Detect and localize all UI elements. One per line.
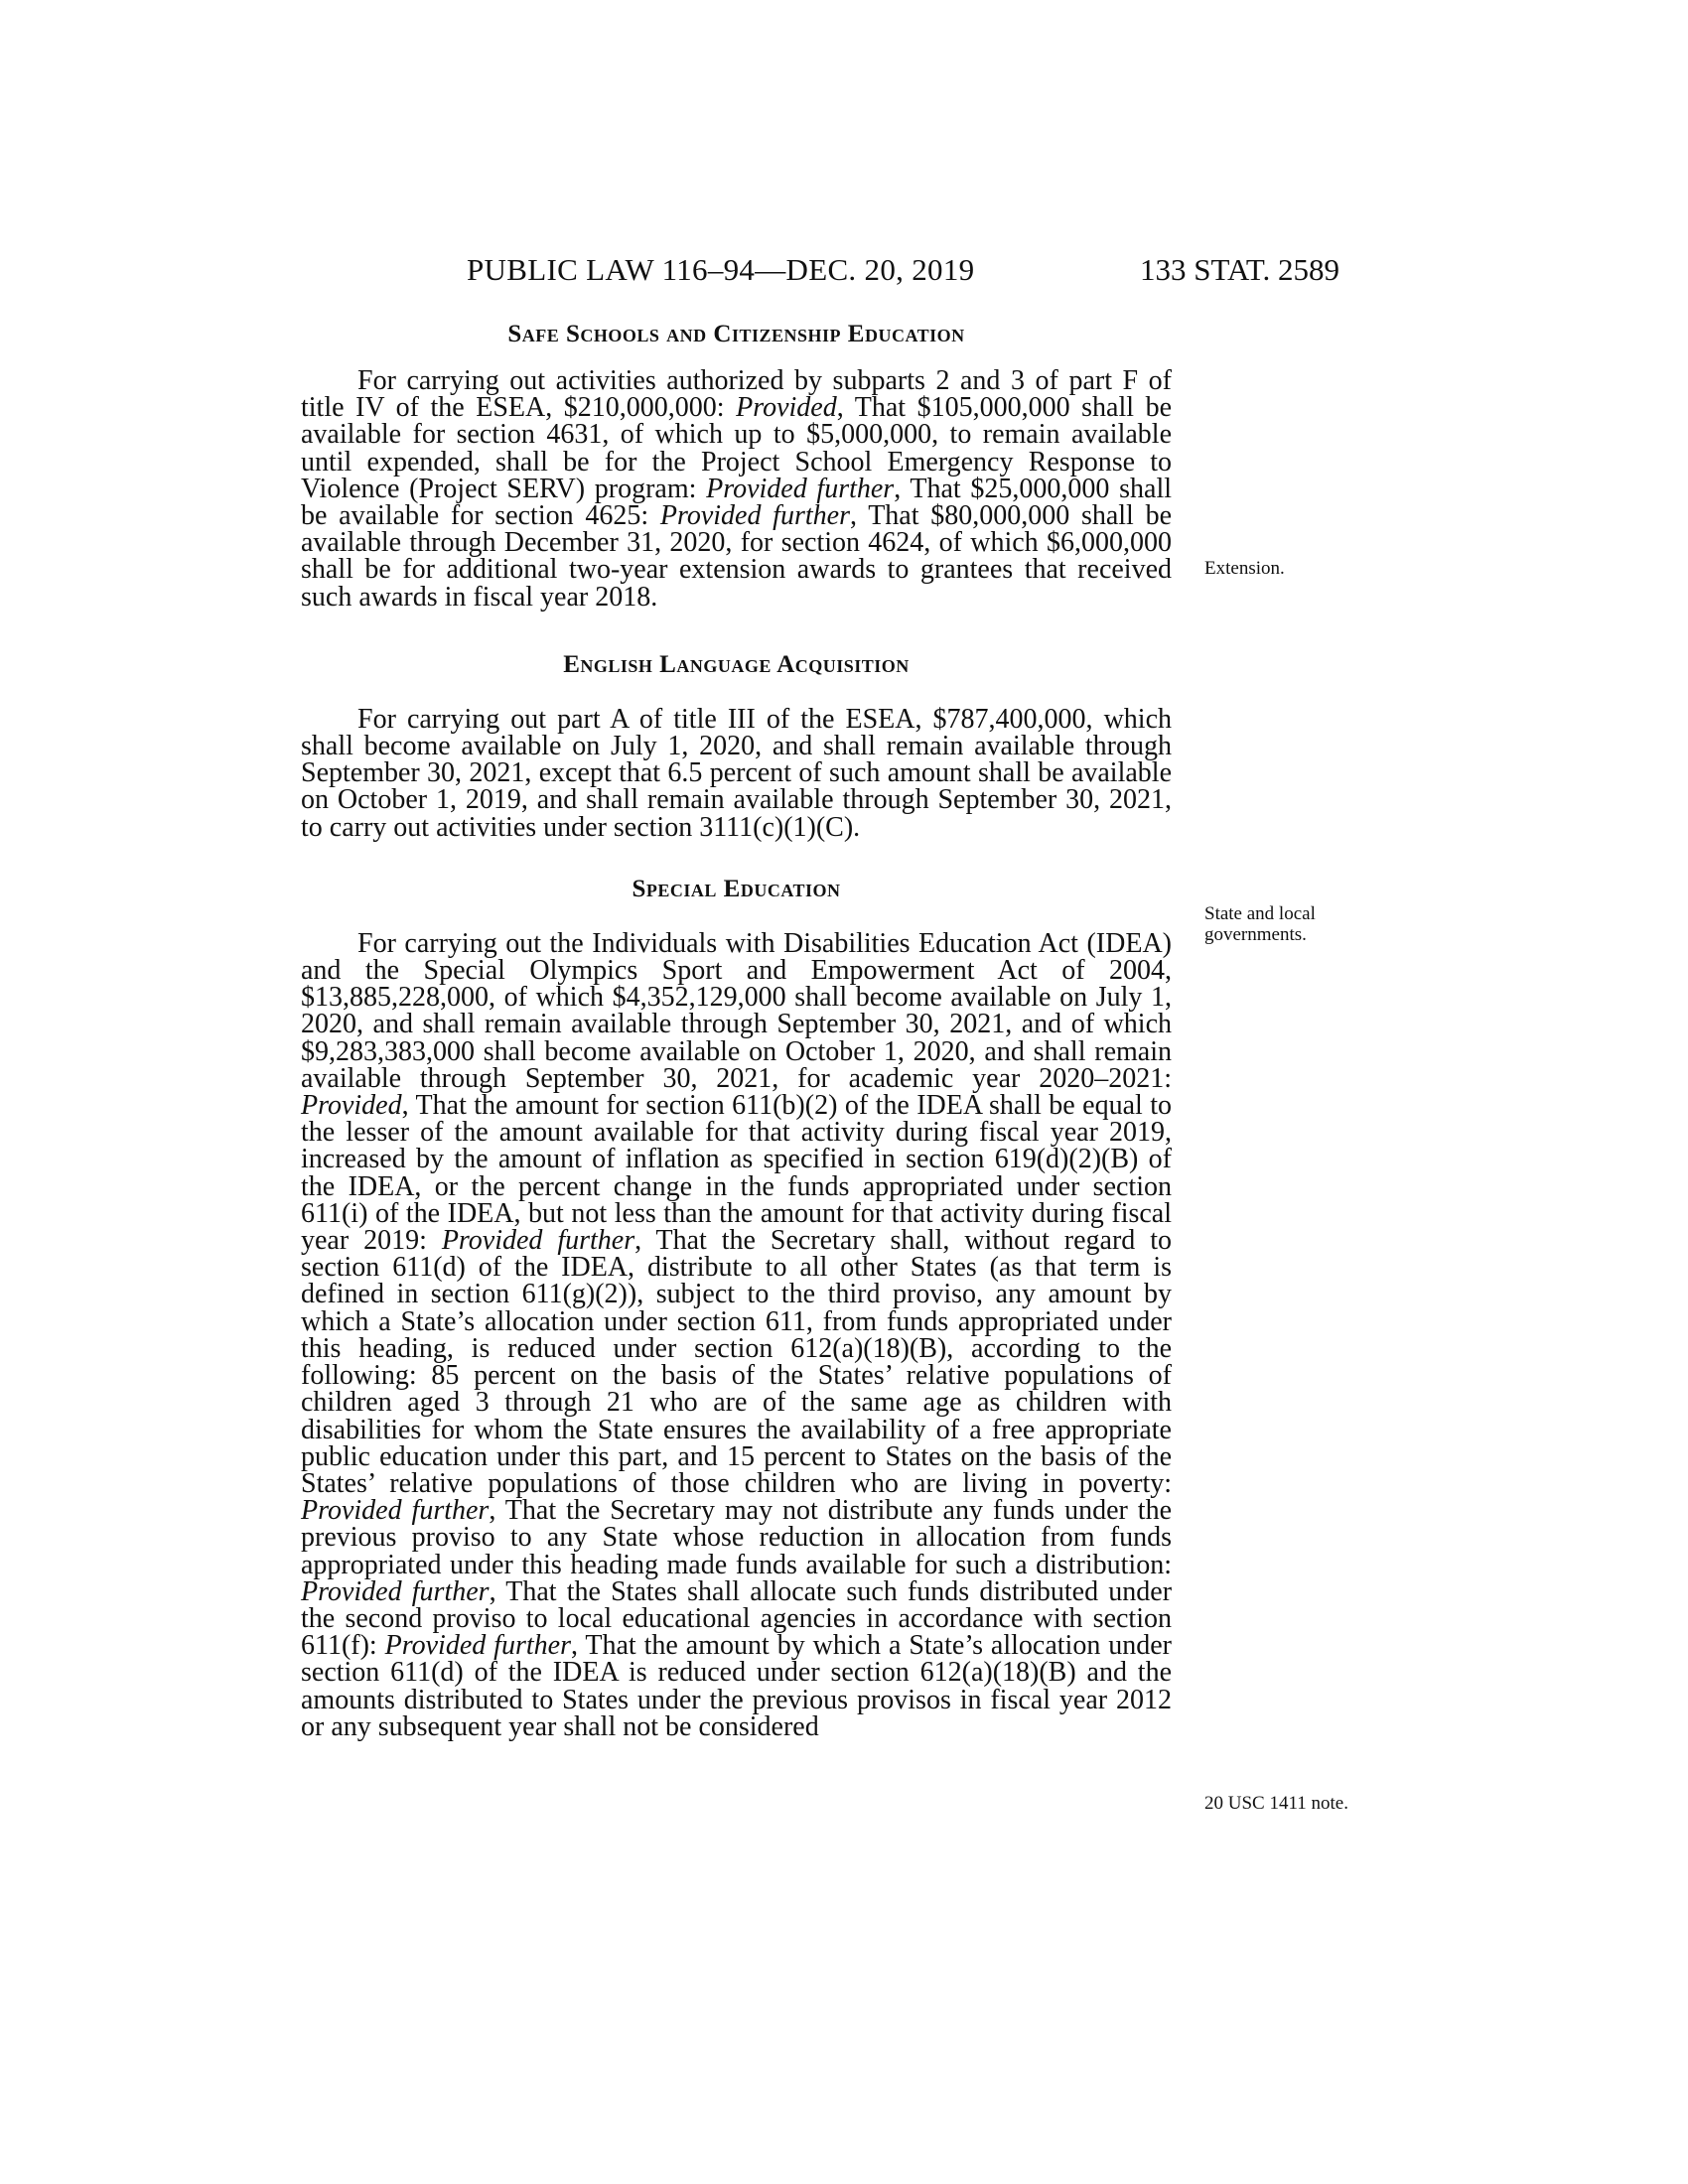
text-run: , That the amount by which a State’s allocation under section 611(d) of the IDEA is reduced under section 612(a)(18)(B) and the amounts distributed to States under the previous provisos in fiscal year 2012 or any subsequent year shall not be considered bbox=[301, 1630, 1173, 1742]
italic-text-run: Provided further bbox=[659, 500, 850, 532]
italic-text-run: Provided further bbox=[706, 473, 895, 504]
text-run: For carrying out activities authorized by subparts 2 and 3 of part F of title IV of the ESEA, $210,000,000: bbox=[301, 365, 1172, 424]
italic-text-run: Provided further bbox=[301, 1575, 490, 1607]
text-run: , That the amount for section 611(b)(2) of the IDEA shall be equal to the lesser of the amount available for that activity during fiscal year 2019, increased by the amount of inflation as specified in section 619(d)(2)(B) of the IDEA, or the percent change in the funds appropriated under section 611(i) of the IDEA, but not less than the amount for that activity during fiscal year 2019: bbox=[301, 1090, 1172, 1257]
text-run: , That $25,000,000 shall be available for section 4625: bbox=[301, 473, 1172, 532]
main-text-column bbox=[301, 320, 1172, 1740]
text-run: , That $105,000,000 shall be available for section 4631, of which up to $5,000,000, to remain available until expended, shall be for the Project School Emergency Response to Violence (Project SERV) program: bbox=[301, 392, 1172, 504]
italic-text-run: Provided further bbox=[441, 1225, 635, 1257]
italic-text-run: Provided further bbox=[301, 1495, 490, 1527]
margin-note-usc: 20 USC 1411 note. bbox=[1204, 1793, 1348, 1814]
paragraph-english-language bbox=[301, 703, 1172, 843]
text-run: For carrying out part A of title III of the ESEA, $787,400,000, which shall become available on July 1, 2020, and shall remain available through September 30, 2021, except that 6.5 percent of such amount shall be available on October 1, 2019, and shall remain available through September 30, 2021, to carry out activities under section 3111(c)(1)(C). bbox=[301, 703, 1172, 843]
running-header-page-number: 133 STAT. 2589 bbox=[1140, 252, 1340, 287]
paragraph-special-education bbox=[301, 927, 1173, 1742]
margin-note-extension: Extension. bbox=[1204, 558, 1285, 579]
section-heading-english-language: English Language Acquisition bbox=[563, 650, 910, 678]
paragraph-safe-schools bbox=[301, 367, 1172, 611]
italic-text-run: Provided bbox=[736, 392, 837, 424]
section-heading-special-education: Special Education bbox=[632, 875, 841, 902]
text-run: , That the Secretary shall, without regard to section 611(d) of the IDEA, distribute to all other States (as that term is defined in section 611(g)(2)), subject to the third proviso, any amount by which a State’s allocation under section 611, from funds appropriated under this heading, is reduced under section 612(a)(18)(B), according to the following: 85 percent on the basis of the States’ relative populations of children aged 3 through 21 who are of the same age as children with disabilities for whom the State ensures the availability of a free appropriate public education under this part, and 15 percent to States on the basis of the States’ relative populations of those children who are living in poverty: bbox=[301, 1225, 1172, 1499]
text-run: , That $80,000,000 shall be available through December 31, 2020, for section 4624, of which $6,000,000 shall be for additional two-year extension awards to grantees that received such awards in fiscal year 2018. bbox=[301, 500, 1172, 613]
margin-note-state-local: State and local governments. bbox=[1204, 903, 1316, 945]
italic-text-run: Provided bbox=[301, 1090, 402, 1122]
running-header-title: PUBLIC LAW 116–94—DEC. 20, 2019 bbox=[467, 252, 975, 287]
section-heading-safe-schools: Safe Schools and Citizenship Education bbox=[507, 321, 965, 347]
text-run: , That the Secretary may not distribute any funds under the previous proviso to any State whose reduction in allocation from funds appropriated under this heading made funds available for such a distribution: bbox=[301, 1495, 1172, 1580]
italic-text-run: Provided further bbox=[384, 1630, 571, 1662]
text-run: , That the States shall allocate such funds distributed under the second proviso to local educational agencies in accordance with section 611(f): bbox=[301, 1575, 1173, 1662]
text-run: For carrying out the Individuals with Disabilities Education Act (IDEA) and the Special Olympics Sport and Empowerment Act of 2004, $13,885,228,000, of which $4,352,129,000 shall become available on July 1, 2020, and shall remain available through September 30, 2021, and of which $9,283,383,000 shall become available on October 1, 2020, and shall remain available through September 30, 2021, for academic year 2020–2021: bbox=[301, 927, 1172, 1094]
